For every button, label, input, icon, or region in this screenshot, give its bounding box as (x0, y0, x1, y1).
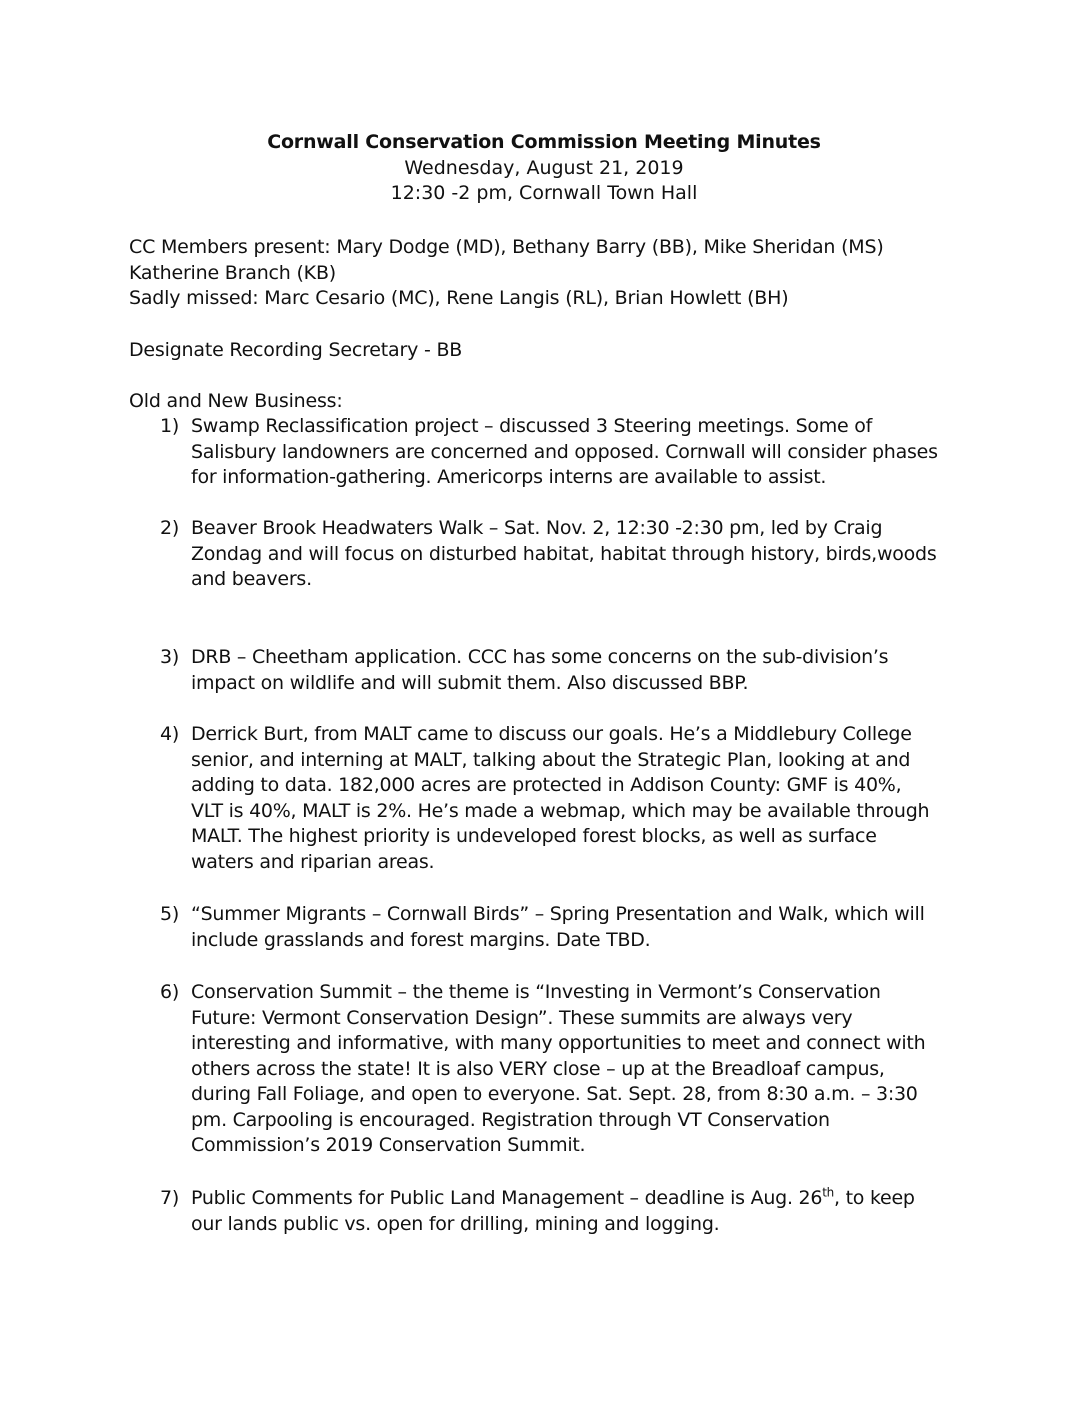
item-line: MALT. The highest priority is undeveloped forest blocks, as well as surface (191, 825, 877, 847)
item-text (191, 414, 960, 491)
item-number: 1) (160, 415, 180, 437)
item-text (191, 645, 960, 696)
business-item-3 (160, 645, 960, 696)
item-text (191, 722, 960, 875)
item-line: pm. Carpooling is encouraged. Registration through VT Conservation (191, 1108, 830, 1131)
business-item-7 (160, 1186, 960, 1237)
item-number: 6) (160, 981, 180, 1003)
item-line: senior, and interning at MALT, talking about the Strategic Plan, looking at and (191, 748, 911, 771)
meeting-date: Wednesday, August 21, 2019 (404, 156, 684, 179)
attendance-section (129, 235, 969, 312)
business-item-4 (160, 722, 960, 875)
item-line: Commission’s 2019 Conservation Summit. (191, 1134, 586, 1156)
members-present-line-2: Katherine Branch (KB) (129, 261, 336, 284)
item-line: Zondag and will focus on disturbed habitat, habitat through history, birds,woods (191, 542, 937, 565)
ordinal-suffix: th (822, 1185, 835, 1200)
item-text (191, 516, 960, 593)
item-line: include grasslands and forest margins. Date TBD. (191, 928, 651, 951)
item-line: during Fall Foliage, and open to everyone. Sat. Sept. 28, from 8:30 a.m. – 3:30 (191, 1083, 918, 1105)
item-line: VLT is 40%, MALT is 2%. He’s made a webmap, which may be available through (191, 799, 930, 822)
business-item-2 (160, 516, 960, 593)
item-line: our lands public vs. open for drilling, mining and logging. (191, 1212, 720, 1235)
business-heading: Old and New Business: (129, 390, 343, 412)
business-item-5 (160, 902, 960, 953)
item-number: 4) (160, 723, 180, 745)
item-line: others across the state! It is also VERY close – up at the Breadloaf campus, (191, 1057, 885, 1080)
item-line: Conservation Summit – the theme is “Investing in Vermont’s Conservation (191, 981, 881, 1003)
item-line: Future: Vermont Conservation Design”. These summits are always very (191, 1006, 853, 1029)
item-line: Beaver Brook Headwaters Walk – Sat. Nov. 2, 12:30 -2:30 pm, led by Craig (191, 517, 883, 539)
item-line: Swamp Reclassification project – discussed 3 Steering meetings. Some of (191, 415, 873, 437)
meeting-time-place: 12:30 -2 pm, Cornwall Town Hall (390, 182, 698, 204)
item-number: 7) (160, 1187, 180, 1209)
document-header (0, 130, 1088, 207)
item-line: Salisbury landowners are concerned and opposed. Cornwall will consider phases (191, 440, 938, 463)
item-line: adding to data. 182,000 acres are protected in Addison County: GMF is 40%, (191, 774, 902, 796)
item-number: 3) (160, 646, 180, 668)
item-line: for information-gathering. Americorps interns are available to assist. (191, 466, 827, 488)
item-line: interesting and informative, with many opportunities to meet and connect with (191, 1032, 926, 1054)
recording-secretary: Designate Recording Secretary - BB (129, 339, 463, 361)
document-title: Cornwall Conservation Commission Meeting Minutes (267, 131, 821, 153)
item-line: Derrick Burt, from MALT came to discuss our goals. He’s a Middlebury College (191, 723, 912, 745)
item-line: waters and riparian areas. (191, 850, 435, 873)
item-line: “Summer Migrants – Cornwall Birds” – Spring Presentation and Walk, which will (191, 903, 925, 925)
item-line: DRB – Cheetham application. CCC has some concerns on the sub-division’s (191, 646, 889, 668)
item-line (191, 1186, 960, 1212)
item-text (191, 1186, 960, 1237)
item-number: 5) (160, 903, 180, 925)
item-line: and beavers. (191, 568, 312, 590)
members-present-line-1: CC Members present: Mary Dodge (MD), Bethany Barry (BB), Mike Sheridan (MS) (129, 236, 884, 258)
item-line: impact on wildlife and will submit them. Also discussed BBP. (191, 671, 749, 694)
item-number: 2) (160, 517, 180, 539)
members-missed: Sadly missed: Marc Cesario (MC), Rene Langis (RL), Brian Howlett (BH) (129, 287, 789, 309)
business-item-6 (160, 980, 960, 1159)
item-line-part: , to keep (834, 1187, 915, 1209)
item-text (191, 902, 960, 953)
item-line-part: Public Comments for Public Land Management – deadline is Aug. 26 (191, 1187, 823, 1209)
item-text (191, 980, 960, 1159)
business-item-1 (160, 414, 960, 491)
